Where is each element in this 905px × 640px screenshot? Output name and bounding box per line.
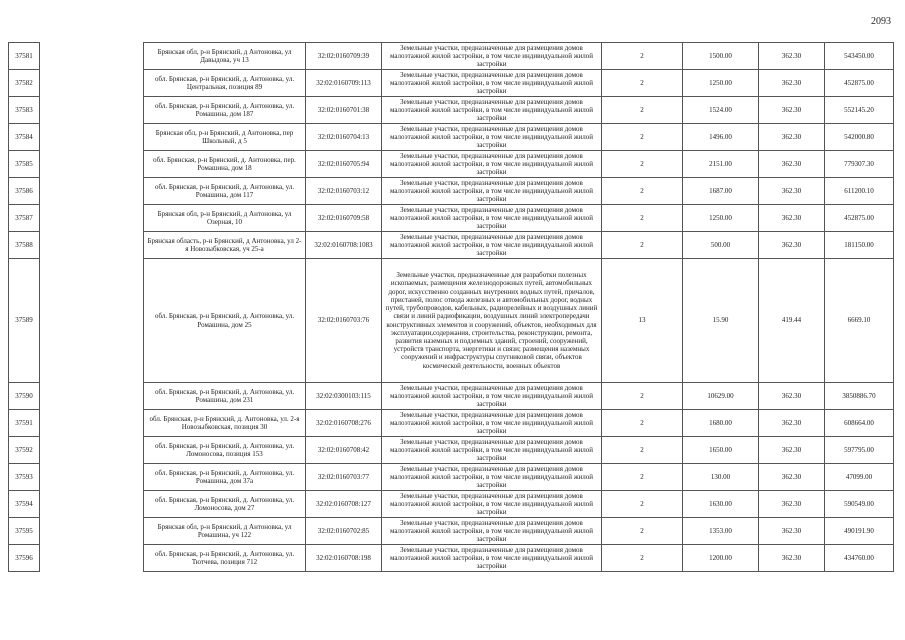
- cell-area: 1680.00: [683, 410, 759, 437]
- cell-id: 37589: [9, 259, 40, 383]
- cell-group: 2: [602, 43, 683, 70]
- cell-value: 452875.00: [825, 70, 894, 97]
- table-row: [9, 232, 894, 259]
- cell-purpose: Земельные участки, предназначенные для размещения домов малоэтажной жилой застройки, в том числе индивидуальной жилой застройки: [382, 545, 602, 572]
- cell-group: 2: [602, 383, 683, 410]
- cell-group: 2: [602, 151, 683, 178]
- cell-value: 597795.00: [825, 437, 894, 464]
- cell-blank: [40, 97, 144, 124]
- cell-address: обл. Брянская, р-н Брянский, д. Антоновка, ул. 2-я Новозыбковская, позиция 30: [144, 410, 306, 437]
- cell-value: 543450.00: [825, 43, 894, 70]
- cell-rate: 362.30: [759, 151, 825, 178]
- cell-blank: [40, 410, 144, 437]
- cell-blank: [40, 545, 144, 572]
- cell-area: 1200.00: [683, 545, 759, 572]
- cell-purpose: Земельные участки, предназначенные для размещения домов малоэтажной жилой застройки, в том числе индивидуальной жилой застройки: [382, 205, 602, 232]
- cell-address: Брянская область, р-н Брянский, д Антоновка, ул 2-я Новозыбковская, уч 25-а: [144, 232, 306, 259]
- cell-blank: [40, 437, 144, 464]
- cell-cadastral: 32:02:0160709:58: [306, 205, 382, 232]
- cell-purpose: Земельные участки, предназначенные для размещения домов малоэтажной жилой застройки, в том числе индивидуальной жилой застройки: [382, 518, 602, 545]
- cell-cadastral: 32:02:0160701:38: [306, 97, 382, 124]
- cell-rate: 362.30: [759, 205, 825, 232]
- table-row: [9, 464, 894, 491]
- cell-rate: 362.30: [759, 437, 825, 464]
- cell-purpose: Земельные участки, предназначенные для размещения домов малоэтажной жилой застройки, в том числе индивидуальной жилой застройки: [382, 464, 602, 491]
- table-row: [9, 205, 894, 232]
- cell-purpose: Земельные участки, предназначенные для разработки полезных ископаемых, размещения железнодорожных путей, автомобильных дорог, искусственно созданных внутренних водных путей, причалов, пристаней, полос отвода железных и автомобильных дорог, водных путей, трубопроводов, кабельных, радиорелейных и воздушных линий связи и линий радиофикации, воздушных линий электропередачи конструктивных элементов и сооружений, объектов, необходимых для эксплуатации,содержания, строительства, реконструкции, ремонта, развития наземных и подземных зданий, строений, сооружений, устройств транспорта, энергетики и связи; размещения наземных сооружений и инфраструктуры спутниковой связи, объектов космической деятельности, военных объектов: [382, 259, 602, 383]
- cell-cadastral: 32:02:0160708:42: [306, 437, 382, 464]
- cell-group: 2: [602, 518, 683, 545]
- cell-value: 6669.10: [825, 259, 894, 383]
- cell-rate: 362.30: [759, 410, 825, 437]
- table-row: [9, 518, 894, 545]
- page-number: 2093: [871, 16, 891, 27]
- cell-rate: 362.30: [759, 383, 825, 410]
- cell-blank: [40, 205, 144, 232]
- table-row: [9, 70, 894, 97]
- cell-id: 37591: [9, 410, 40, 437]
- cell-area: 10629.00: [683, 383, 759, 410]
- cell-area: 2151.00: [683, 151, 759, 178]
- cell-purpose: Земельные участки, предназначенные для размещения домов малоэтажной жилой застройки, в том числе индивидуальной жилой застройки: [382, 383, 602, 410]
- cell-cadastral: 32:02:0160709:39: [306, 43, 382, 70]
- cell-address: Брянская обл, р-н Брянский, д Антоновка, ул Ромашина, уч 122: [144, 518, 306, 545]
- cell-purpose: Земельные участки, предназначенные для размещения домов малоэтажной жилой застройки, в том числе индивидуальной жилой застройки: [382, 410, 602, 437]
- cell-group: 2: [602, 70, 683, 97]
- table-row: [9, 259, 894, 383]
- cell-purpose: Земельные участки, предназначенные для размещения домов малоэтажной жилой застройки, в том числе индивидуальной жилой застройки: [382, 437, 602, 464]
- table-row: [9, 124, 894, 151]
- cell-address: Брянская обл, р-н Брянский, д Антоновка, пер Школьный, д 5: [144, 124, 306, 151]
- cell-value: 452875.00: [825, 205, 894, 232]
- cell-address: Брянская обл, р-н Брянский, д Антоновка, ул Давыдова, уч 13: [144, 43, 306, 70]
- cadastral-value-table: [8, 42, 894, 572]
- cell-purpose: Земельные участки, предназначенные для размещения домов малоэтажной жилой застройки, в том числе индивидуальной жилой застройки: [382, 151, 602, 178]
- cell-purpose: Земельные участки, предназначенные для размещения домов малоэтажной жилой застройки, в том числе индивидуальной жилой застройки: [382, 491, 602, 518]
- cell-cadastral: 32:02:0160703:12: [306, 178, 382, 205]
- table-row: [9, 437, 894, 464]
- cell-cadastral: 32:02:0160709:113: [306, 70, 382, 97]
- cell-address: обл. Брянская, р-н Брянский, д. Антоновка, ул. Ромашина, дом 37а: [144, 464, 306, 491]
- cell-rate: 362.30: [759, 97, 825, 124]
- cell-value: 181150.00: [825, 232, 894, 259]
- cell-rate: 362.30: [759, 518, 825, 545]
- cell-id: 37581: [9, 43, 40, 70]
- cell-address: обл. Брянская, р-н Брянский, д. Антоновка, ул. Тютчева, позиция 712: [144, 545, 306, 572]
- cell-value: 542000.80: [825, 124, 894, 151]
- cell-purpose: Земельные участки, предназначенные для размещения домов малоэтажной жилой застройки, в том числе индивидуальной жилой застройки: [382, 232, 602, 259]
- cell-purpose: Земельные участки, предназначенные для размещения домов малоэтажной жилой застройки, в том числе индивидуальной жилой застройки: [382, 124, 602, 151]
- cell-value: 434760.00: [825, 545, 894, 572]
- cell-rate: 362.30: [759, 70, 825, 97]
- cell-area: 1650.00: [683, 437, 759, 464]
- table-row: [9, 491, 894, 518]
- cell-blank: [40, 491, 144, 518]
- cell-blank: [40, 70, 144, 97]
- cell-address: обл. Брянская, р-н Брянский, д. Антоновка, ул. Ломоносова, позиция 153: [144, 437, 306, 464]
- cell-address: обл. Брянская, р-н Брянский, д. Антоновка, ул. Ромашина, дом 187: [144, 97, 306, 124]
- cell-cadastral: 32:02:0160702:85: [306, 518, 382, 545]
- cell-cadastral: 32:02:0160705:94: [306, 151, 382, 178]
- cell-address: обл. Брянская, р-н Брянский, д. Антоновка, пер. Ромашина, дом 18: [144, 151, 306, 178]
- cell-cadastral: 32:02:0160708:1083: [306, 232, 382, 259]
- cell-blank: [40, 178, 144, 205]
- cell-id: 37594: [9, 491, 40, 518]
- cell-cadastral: 32:02:0160708:198: [306, 545, 382, 572]
- cell-value: 590549.00: [825, 491, 894, 518]
- cell-value: 47099.00: [825, 464, 894, 491]
- table-row: [9, 151, 894, 178]
- cell-id: 37588: [9, 232, 40, 259]
- cell-rate: 362.30: [759, 545, 825, 572]
- cell-area: 130.00: [683, 464, 759, 491]
- cell-group: 2: [602, 545, 683, 572]
- cell-blank: [40, 383, 144, 410]
- cell-area: 1496.00: [683, 124, 759, 151]
- cell-group: 13: [602, 259, 683, 383]
- cell-address: обл. Брянская, р-н Брянский, д. Антоновка, ул. Центральная, позиция 89: [144, 70, 306, 97]
- table-row: [9, 545, 894, 572]
- cell-cadastral: 32:02:0160708:276: [306, 410, 382, 437]
- cell-group: 2: [602, 437, 683, 464]
- cell-purpose: Земельные участки, предназначенные для размещения домов малоэтажной жилой застройки, в том числе индивидуальной жилой застройки: [382, 43, 602, 70]
- cell-group: 2: [602, 232, 683, 259]
- cell-blank: [40, 43, 144, 70]
- cell-rate: 362.30: [759, 464, 825, 491]
- cell-blank: [40, 232, 144, 259]
- cell-rate: 362.30: [759, 178, 825, 205]
- cell-cadastral: 32:02:0300103:115: [306, 383, 382, 410]
- cell-id: 37586: [9, 178, 40, 205]
- cell-address: обл. Брянская, р-н Брянский, д. Антоновка, ул. Ломоносова, дом 27: [144, 491, 306, 518]
- cell-id: 37596: [9, 545, 40, 572]
- cell-group: 2: [602, 97, 683, 124]
- cell-group: 2: [602, 410, 683, 437]
- cell-blank: [40, 124, 144, 151]
- cell-group: 2: [602, 178, 683, 205]
- cell-id: 37593: [9, 464, 40, 491]
- cell-rate: 362.30: [759, 232, 825, 259]
- cell-blank: [40, 464, 144, 491]
- cell-address: обл. Брянская, р-н Брянский, д. Антоновка, ул. Ромашина, дом 231: [144, 383, 306, 410]
- cell-area: 1353.00: [683, 518, 759, 545]
- cell-purpose: Земельные участки, предназначенные для размещения домов малоэтажной жилой застройки, в том числе индивидуальной жилой застройки: [382, 178, 602, 205]
- cell-cadastral: 32:02:0160708:127: [306, 491, 382, 518]
- cell-blank: [40, 151, 144, 178]
- cell-value: 611200.10: [825, 178, 894, 205]
- cell-cadastral: 32:02:0160703:76: [306, 259, 382, 383]
- cell-purpose: Земельные участки, предназначенные для размещения домов малоэтажной жилой застройки, в том числе индивидуальной жилой застройки: [382, 70, 602, 97]
- cell-area: 1500.00: [683, 43, 759, 70]
- cell-cadastral: 32:02:0160704:13: [306, 124, 382, 151]
- table-row: [9, 178, 894, 205]
- cell-id: 37587: [9, 205, 40, 232]
- cell-value: 3850886.70: [825, 383, 894, 410]
- cell-value: 552145.20: [825, 97, 894, 124]
- cell-area: 500.00: [683, 232, 759, 259]
- table-row: [9, 410, 894, 437]
- cell-address: Брянская обл, р-н Брянский, д Антоновка, ул Озерная, 10: [144, 205, 306, 232]
- cell-area: 1250.00: [683, 205, 759, 232]
- cell-rate: 362.30: [759, 491, 825, 518]
- cell-id: 37584: [9, 124, 40, 151]
- cell-purpose: Земельные участки, предназначенные для размещения домов малоэтажной жилой застройки, в том числе индивидуальной жилой застройки: [382, 97, 602, 124]
- cell-id: 37590: [9, 383, 40, 410]
- cell-area: 1630.00: [683, 491, 759, 518]
- cell-rate: 419.44: [759, 259, 825, 383]
- cell-id: 37583: [9, 97, 40, 124]
- cell-group: 2: [602, 464, 683, 491]
- table-body: [9, 43, 894, 572]
- cell-area: 1250.00: [683, 70, 759, 97]
- cell-address: обл. Брянская, р-н Брянский, д. Антоновка, ул. Ромашина, дом 117: [144, 178, 306, 205]
- cell-area: 15.90: [683, 259, 759, 383]
- cell-address: обл. Брянская, р-н Брянский, д. Антоновка, ул. Ромашина, дом 25: [144, 259, 306, 383]
- cell-group: 2: [602, 205, 683, 232]
- cell-id: 37582: [9, 70, 40, 97]
- cell-cadastral: 32:02:0160703:77: [306, 464, 382, 491]
- cell-id: 37595: [9, 518, 40, 545]
- cell-group: 2: [602, 124, 683, 151]
- cell-blank: [40, 259, 144, 383]
- cell-rate: 362.30: [759, 43, 825, 70]
- cell-area: 1687.00: [683, 178, 759, 205]
- cell-id: 37585: [9, 151, 40, 178]
- cell-rate: 362.30: [759, 124, 825, 151]
- table-row: [9, 43, 894, 70]
- table-row: [9, 383, 894, 410]
- cell-group: 2: [602, 491, 683, 518]
- cell-blank: [40, 518, 144, 545]
- cell-area: 1524.00: [683, 97, 759, 124]
- table-row: [9, 97, 894, 124]
- cell-value: 779307.30: [825, 151, 894, 178]
- cell-value: 608664.00: [825, 410, 894, 437]
- cell-value: 490191.90: [825, 518, 894, 545]
- cell-id: 37592: [9, 437, 40, 464]
